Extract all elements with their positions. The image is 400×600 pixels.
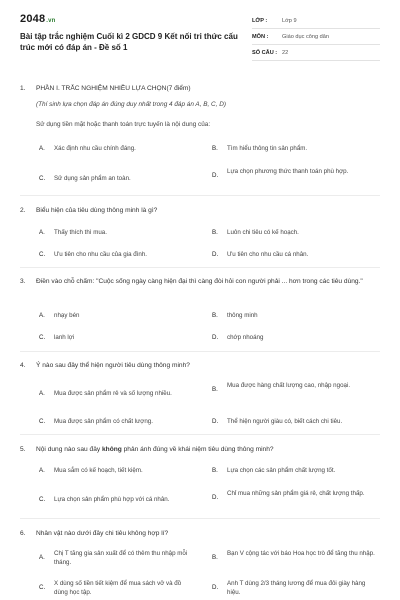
option-text: Thể hiện người giàu có, biết cách chi tiêu.: [227, 418, 343, 425]
question-3-option-a[interactable]: [39, 311, 194, 320]
option-text: Lựa chọn phương thức thanh toán phù hợp.: [227, 168, 349, 175]
option-text: chớp nhoáng: [227, 334, 264, 341]
question-number: 1.: [20, 85, 26, 92]
option-text: Chị T tăng gia sản xuất để có thêm thu nhập mỗi tháng.: [54, 550, 188, 566]
question-text: Điền vào chỗ chấm: "Cuộc sống ngày càng hiện đại thì càng đòi hỏi con người phải ... hơn trong các tiêu dùng.": [36, 278, 363, 285]
option-letter: D.: [212, 418, 219, 425]
question-4-option-c[interactable]: [39, 417, 194, 426]
question-text: Nhân vật nào dưới đây chi tiêu không hợp lí?: [36, 530, 169, 537]
option-letter: C.: [39, 175, 46, 182]
option-text: thông minh: [227, 312, 258, 319]
option-text: Lựa chọn sản phẩm phù hợp với cá nhân.: [54, 496, 170, 503]
option-text: Ưu tiên cho nhu cầu của gia đình.: [54, 251, 148, 258]
question-3-option-b[interactable]: [212, 311, 379, 320]
meta-label: SỐ CÂU :: [252, 49, 278, 56]
question-1-option-d[interactable]: [212, 167, 379, 180]
option-text: Mua sắm có kế hoạch, tiết kiệm.: [54, 467, 143, 474]
option-letter: C.: [39, 334, 46, 341]
option-letter: D.: [212, 584, 219, 591]
option-text: Thấy thích thì mua.: [54, 229, 107, 236]
question-text-part: Nội dung nào sau đây: [36, 446, 102, 453]
question-3-option-c[interactable]: [39, 333, 194, 342]
question-6-option-d[interactable]: [212, 579, 379, 597]
divider: [20, 351, 380, 352]
question-4-option-a[interactable]: [39, 389, 194, 398]
option-text: Chỉ mua những sản phẩm giá rẻ, chất lượng thấp.: [227, 490, 365, 497]
meta-value: Giáo dục công dân: [282, 33, 329, 40]
option-letter: A.: [39, 554, 45, 561]
question-1-option-a[interactable]: [39, 144, 194, 153]
divider: [20, 518, 380, 519]
option-letter: B.: [212, 229, 218, 236]
option-text: Ưu tiên cho nhu cầu cá nhân.: [227, 251, 309, 258]
meta-row-question-count: [252, 45, 380, 61]
question-1-text: Sử dụng tiền mặt hoặc thanh toán trực tuyến là nội dung của:: [36, 121, 211, 128]
question-3-option-d[interactable]: [212, 333, 379, 342]
option-text: Mua được hàng chất lượng cao, nhập ngoại.: [227, 382, 351, 389]
option-letter: D.: [212, 494, 219, 501]
meta-label: MÔN :: [252, 33, 269, 40]
question-5-option-a[interactable]: [39, 466, 194, 475]
question-4-option-d[interactable]: [212, 417, 379, 426]
question-6-title: [20, 529, 385, 538]
question-1-title: [20, 84, 385, 93]
question-1-option-c[interactable]: [39, 174, 194, 183]
option-letter: B.: [212, 312, 218, 319]
question-2-option-c[interactable]: [39, 250, 194, 259]
option-text: Anh T dùng 2/3 tháng lương để mua đôi giày hàng hiệu.: [227, 580, 366, 596]
meta-row-subject: [252, 29, 380, 45]
question-2-option-d[interactable]: [212, 250, 379, 259]
meta-label: LỚP :: [252, 17, 268, 24]
option-text: nhạy bén: [54, 312, 80, 319]
option-letter: B.: [212, 554, 218, 561]
section-title: PHẦN I. TRẮC NGHIỆM NHIỀU LỰA CHỌN(7 điểm): [36, 85, 191, 92]
section-instruction: (Thí sinh lựa chọn đáp án đúng duy nhất trong 4 đáp án A, B, C, D): [36, 101, 226, 108]
option-letter: D.: [212, 334, 219, 341]
meta-row-class: [252, 13, 380, 29]
question-1-option-b[interactable]: [212, 144, 379, 153]
question-number: 6.: [20, 530, 26, 537]
meta-value: Lớp 9: [282, 17, 297, 24]
question-text: [36, 445, 385, 454]
question-number: 2.: [20, 207, 26, 214]
option-letter: C.: [39, 418, 46, 425]
option-text: Lựa chọn các sản phẩm chất lượng tốt.: [227, 467, 336, 474]
question-text-part: phản ánh đúng về khái niệm tiêu dùng thông minh?: [121, 446, 274, 453]
option-letter: B.: [212, 386, 218, 393]
logo-suffix: .vn: [46, 18, 56, 24]
document-meta: [252, 13, 380, 61]
document-title: Bài tập trắc nghiệm Cuối kì 2 GDCD 9 Kết nối tri thức cấu trúc mới có đáp án - Đề số 1: [20, 32, 238, 52]
option-letter: A.: [39, 467, 45, 474]
option-letter: A.: [39, 312, 45, 319]
option-text: Tìm hiểu thông tin sản phẩm.: [227, 145, 308, 152]
option-letter: C.: [39, 496, 46, 503]
question-2-title: [20, 206, 385, 215]
option-letter: B.: [212, 145, 218, 152]
question-5-option-d[interactable]: [212, 489, 379, 502]
question-number: 5.: [20, 446, 26, 453]
option-text: Luôn chi tiêu có kế hoạch.: [227, 229, 299, 236]
question-text: Ý nào sau đây thể hiện người tiêu dùng thông minh?: [36, 362, 190, 369]
option-letter: D.: [212, 172, 219, 179]
option-text: Xác định nhu cầu chính đáng.: [54, 145, 136, 152]
site-logo[interactable]: [20, 13, 56, 25]
question-4-option-b[interactable]: [212, 381, 379, 394]
question-3-title: [20, 277, 385, 286]
question-text-emphasis: không: [102, 446, 122, 453]
option-text: Sử dụng sản phẩm an toàn.: [54, 175, 131, 182]
question-5-option-b[interactable]: [212, 466, 379, 475]
document-header: [0, 0, 400, 66]
question-text: Biểu hiện của tiêu dùng thông minh là gì?: [36, 207, 158, 214]
question-6-option-c[interactable]: [39, 579, 194, 597]
question-2-option-a[interactable]: [39, 228, 194, 237]
question-2-option-b[interactable]: [212, 228, 379, 237]
option-letter: C.: [39, 251, 46, 258]
option-text: Bạn V cộng tác với báo Hoa học trò để tăng thu nhập.: [227, 550, 375, 557]
option-letter: A.: [39, 229, 45, 236]
option-text: X dùng số tiền tiết kiệm để mua sách vở và đồ dùng học tập.: [54, 580, 182, 596]
question-6-option-b[interactable]: [212, 549, 379, 562]
question-number: 4.: [20, 362, 26, 369]
option-letter: A.: [39, 390, 45, 397]
divider: [20, 195, 380, 196]
option-letter: A.: [39, 145, 45, 152]
option-text: Mua được sản phẩm có chất lượng.: [54, 418, 153, 425]
question-5-option-c[interactable]: [39, 495, 194, 504]
meta-value: 22: [282, 49, 289, 56]
option-letter: C.: [39, 584, 46, 591]
question-4-title: [20, 361, 385, 370]
option-letter: B.: [212, 467, 218, 474]
question-6-option-a[interactable]: [39, 549, 194, 567]
question-5-title: [20, 445, 385, 454]
logo-text: 2048: [20, 13, 46, 25]
option-text: Mua được sản phẩm rẻ và số lượng nhiều.: [54, 390, 172, 397]
option-letter: D.: [212, 251, 219, 258]
option-text: lanh lợi: [54, 334, 75, 341]
divider: [20, 267, 380, 268]
divider: [20, 434, 380, 435]
question-number: 3.: [20, 278, 26, 285]
